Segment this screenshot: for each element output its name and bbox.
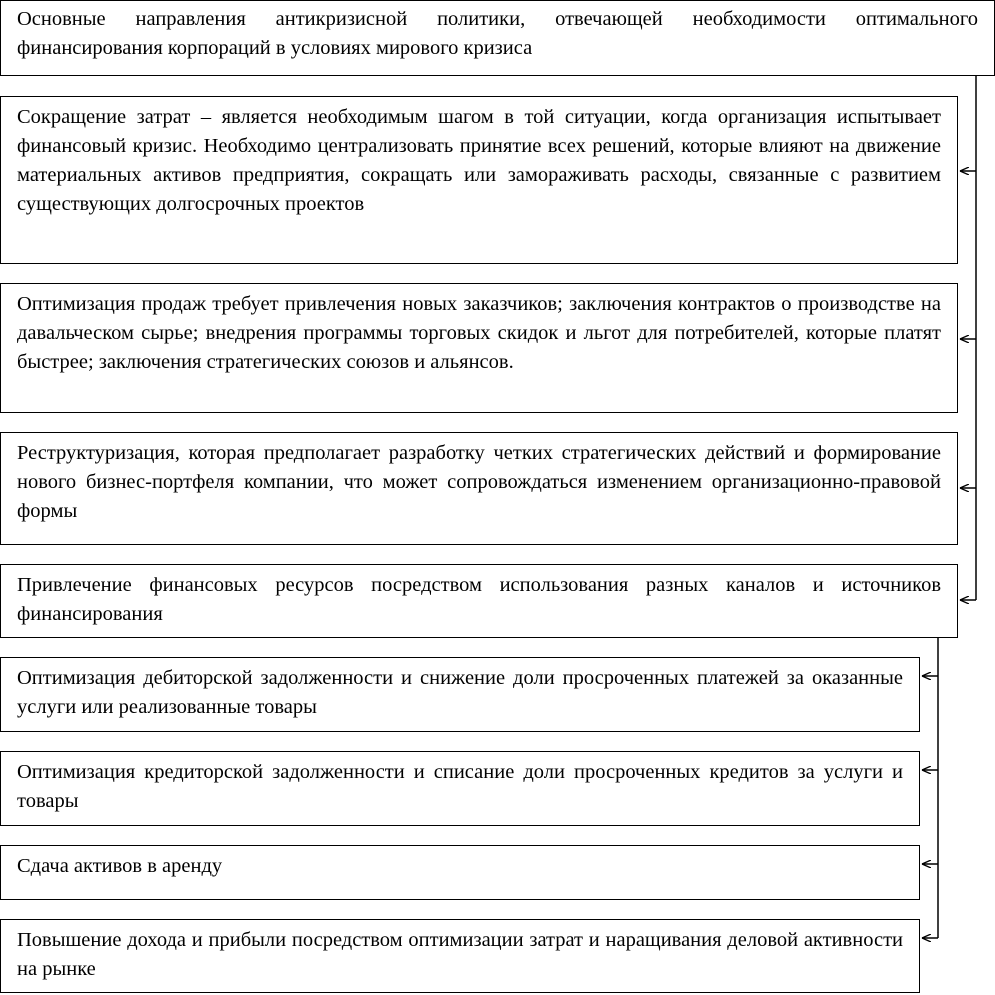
direction-box-sales-optimization: Оптимизация продаж требует привлечения новых заказчиков; заключения контрактов о производстве на давальческом сырье; внедрения программы торговых скидок и льгот для потребителей, которые платят быстрее; заключения стратегических союзов и альянсов. (0, 283, 958, 413)
sub-direction-box-asset-lease: Сдача активов в аренду (0, 845, 920, 900)
sub-direction-box-receivables: Оптимизация дебиторской задолженности и снижение доли просроченных платежей за оказанные услуги или реализованные товары (0, 657, 920, 732)
diagram-header-box: Основные направления антикризисной политики, отвечающей необходимости оптимального финансирования корпораций в условиях мирового кризиса (0, 0, 995, 76)
direction-box-cost-reduction: Сокращение затрат – является необходимым шагом в той ситуации, когда организация испытывает финансовый кризис. Необходимо централизовать принятие всех решений, которые влияют на движение материальных активов предприятия, сокращать или замораживать расходы, связанные с развитием существующих долгосрочных проектов (0, 96, 958, 264)
direction-box-restructuring: Реструктуризация, которая предполагает разработку четких стратегических действий и формирование нового бизнес-портфеля компании, что может сопровождаться изменением организационно-правовой формы (0, 432, 958, 545)
direction-box-financial-resources: Привлечение финансовых ресурсов посредством использования разных каналов и источников финансирования (0, 564, 958, 638)
sub-direction-box-income-growth: Повышение дохода и прибыли посредством оптимизации затрат и наращивания деловой активности на рынке (0, 919, 920, 993)
sub-direction-box-payables: Оптимизация кредиторской задолженности и списание доли просроченных кредитов за услуги и товары (0, 751, 920, 826)
